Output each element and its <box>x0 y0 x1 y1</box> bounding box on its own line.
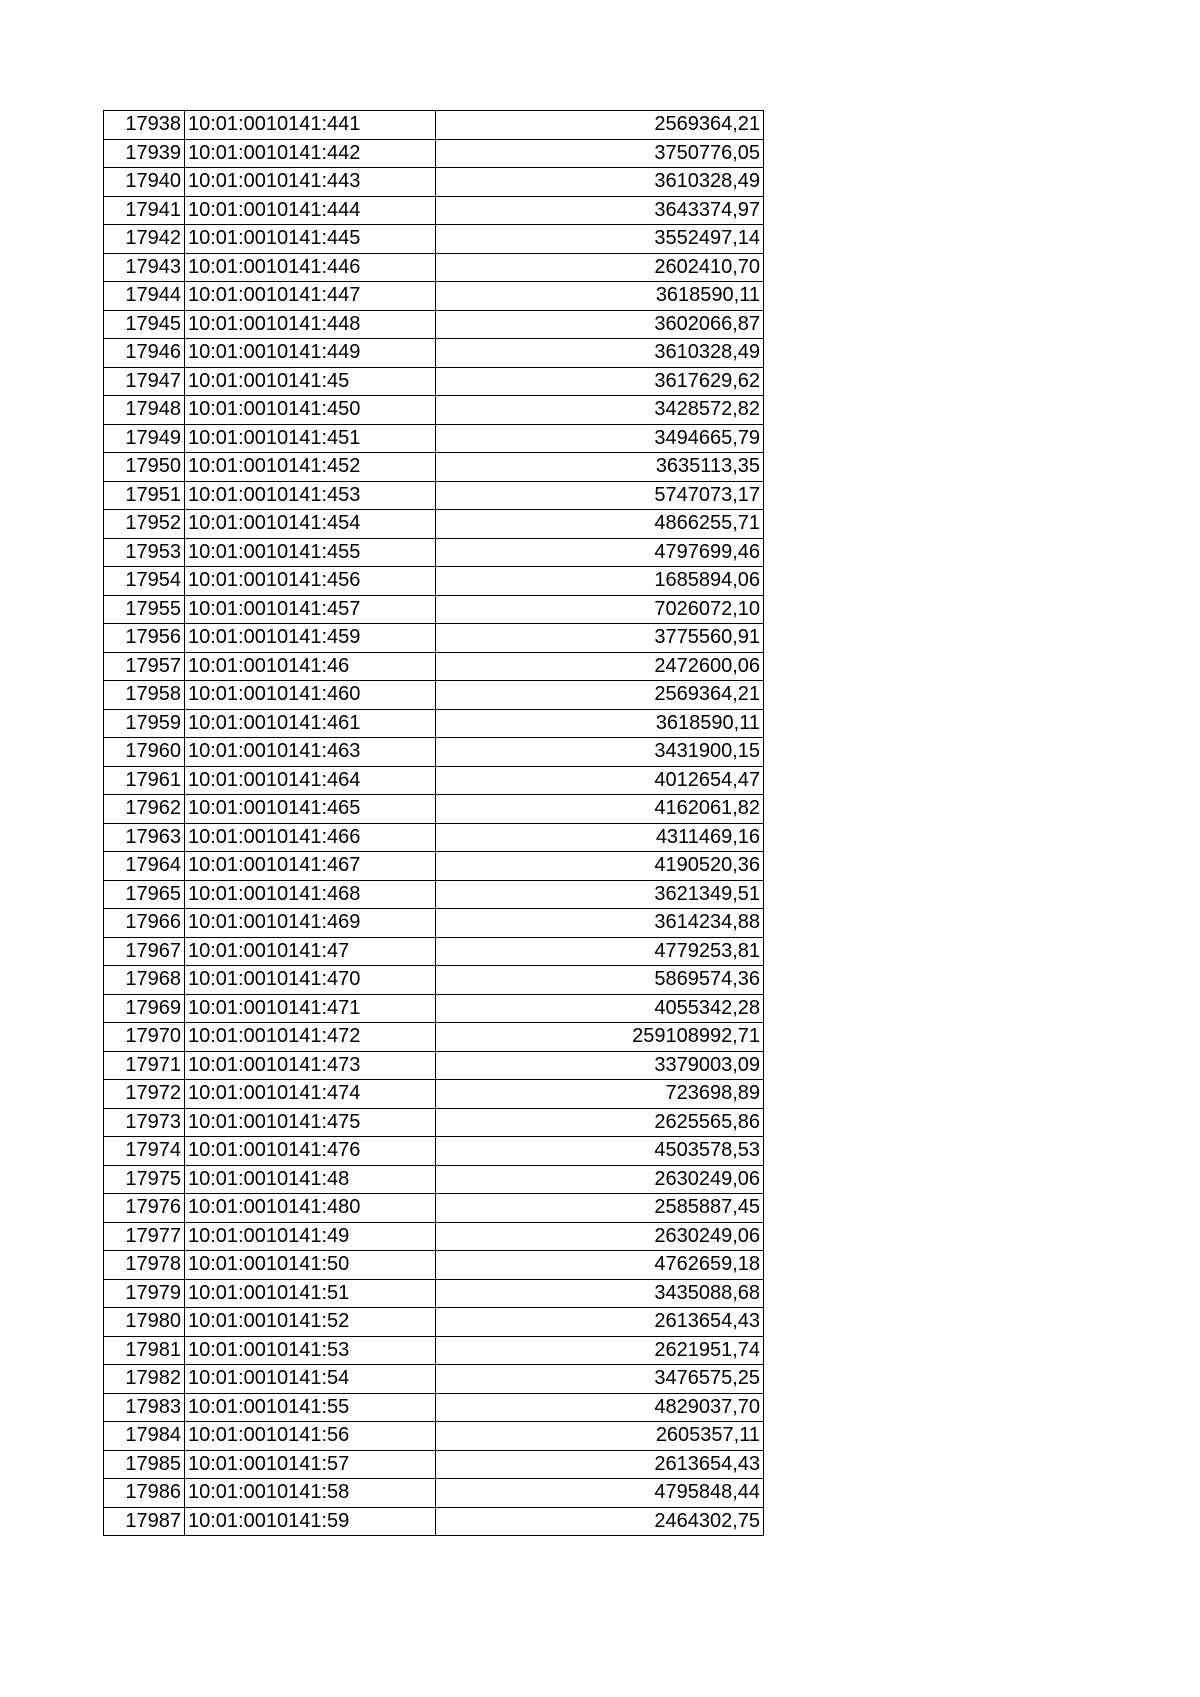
row-number-cell: 17961 <box>104 766 185 795</box>
value-cell: 3618590,11 <box>436 709 764 738</box>
cadastral-number-cell: 10:01:0010141:441 <box>185 111 436 140</box>
cadastral-number-cell: 10:01:0010141:451 <box>185 424 436 453</box>
table-row <box>104 1165 764 1194</box>
table-row <box>104 1137 764 1166</box>
cadastral-number-cell: 10:01:0010141:446 <box>185 253 436 282</box>
table-row <box>104 795 764 824</box>
value-cell: 4829037,70 <box>436 1393 764 1422</box>
value-cell: 2630249,06 <box>436 1165 764 1194</box>
cadastral-number-cell: 10:01:0010141:473 <box>185 1051 436 1080</box>
row-number-cell: 17939 <box>104 139 185 168</box>
table-row <box>104 453 764 482</box>
cadastral-number-cell: 10:01:0010141:474 <box>185 1080 436 1109</box>
cadastral-number-cell: 10:01:0010141:448 <box>185 310 436 339</box>
table-row <box>104 1080 764 1109</box>
row-number-cell: 17987 <box>104 1507 185 1536</box>
row-number-cell: 17982 <box>104 1365 185 1394</box>
value-cell: 4795848,44 <box>436 1479 764 1508</box>
table-row <box>104 1023 764 1052</box>
row-number-cell: 17978 <box>104 1251 185 1280</box>
data-table <box>103 110 764 1536</box>
value-cell: 3610328,49 <box>436 168 764 197</box>
table-row <box>104 310 764 339</box>
table-row <box>104 282 764 311</box>
table-row <box>104 1222 764 1251</box>
row-number-cell: 17962 <box>104 795 185 824</box>
value-cell: 3617629,62 <box>436 367 764 396</box>
table-row <box>104 1194 764 1223</box>
table-row <box>104 567 764 596</box>
value-cell: 3618590,11 <box>436 282 764 311</box>
row-number-cell: 17940 <box>104 168 185 197</box>
cadastral-number-cell: 10:01:0010141:48 <box>185 1165 436 1194</box>
cadastral-number-cell: 10:01:0010141:55 <box>185 1393 436 1422</box>
table-row <box>104 1279 764 1308</box>
value-cell: 4311469,16 <box>436 823 764 852</box>
row-number-cell: 17943 <box>104 253 185 282</box>
cadastral-number-cell: 10:01:0010141:50 <box>185 1251 436 1280</box>
row-number-cell: 17968 <box>104 966 185 995</box>
table-row <box>104 1422 764 1451</box>
table-row <box>104 1393 764 1422</box>
table-row <box>104 339 764 368</box>
value-cell: 723698,89 <box>436 1080 764 1109</box>
row-number-cell: 17980 <box>104 1308 185 1337</box>
table-row <box>104 909 764 938</box>
value-cell: 3428572,82 <box>436 396 764 425</box>
cadastral-number-cell: 10:01:0010141:444 <box>185 196 436 225</box>
cadastral-number-cell: 10:01:0010141:469 <box>185 909 436 938</box>
cadastral-number-cell: 10:01:0010141:453 <box>185 481 436 510</box>
value-cell: 3476575,25 <box>436 1365 764 1394</box>
table-row <box>104 196 764 225</box>
value-cell: 4797699,46 <box>436 538 764 567</box>
cadastral-number-cell: 10:01:0010141:442 <box>185 139 436 168</box>
table-row <box>104 880 764 909</box>
value-cell: 4012654,47 <box>436 766 764 795</box>
table-row <box>104 538 764 567</box>
cadastral-number-cell: 10:01:0010141:468 <box>185 880 436 909</box>
row-number-cell: 17944 <box>104 282 185 311</box>
value-cell: 3775560,91 <box>436 624 764 653</box>
cadastral-number-cell: 10:01:0010141:452 <box>185 453 436 482</box>
value-cell: 5747073,17 <box>436 481 764 510</box>
value-cell: 3614234,88 <box>436 909 764 938</box>
table-row <box>104 823 764 852</box>
cadastral-number-cell: 10:01:0010141:450 <box>185 396 436 425</box>
row-number-cell: 17969 <box>104 994 185 1023</box>
cadastral-number-cell: 10:01:0010141:456 <box>185 567 436 596</box>
value-cell: 4190520,36 <box>436 852 764 881</box>
row-number-cell: 17948 <box>104 396 185 425</box>
row-number-cell: 17975 <box>104 1165 185 1194</box>
row-number-cell: 17950 <box>104 453 185 482</box>
cadastral-number-cell: 10:01:0010141:454 <box>185 510 436 539</box>
value-cell: 4779253,81 <box>436 937 764 966</box>
cadastral-number-cell: 10:01:0010141:49 <box>185 1222 436 1251</box>
cadastral-number-cell: 10:01:0010141:471 <box>185 994 436 1023</box>
value-cell: 5869574,36 <box>436 966 764 995</box>
cadastral-number-cell: 10:01:0010141:464 <box>185 766 436 795</box>
cadastral-number-cell: 10:01:0010141:467 <box>185 852 436 881</box>
row-number-cell: 17965 <box>104 880 185 909</box>
table-row <box>104 424 764 453</box>
value-cell: 2630249,06 <box>436 1222 764 1251</box>
row-number-cell: 17981 <box>104 1336 185 1365</box>
table-row <box>104 168 764 197</box>
row-number-cell: 17985 <box>104 1450 185 1479</box>
cadastral-number-cell: 10:01:0010141:56 <box>185 1422 436 1451</box>
row-number-cell: 17946 <box>104 339 185 368</box>
row-number-cell: 17956 <box>104 624 185 653</box>
table-row <box>104 1450 764 1479</box>
table-row <box>104 709 764 738</box>
cadastral-number-cell: 10:01:0010141:57 <box>185 1450 436 1479</box>
table-row <box>104 139 764 168</box>
row-number-cell: 17974 <box>104 1137 185 1166</box>
row-number-cell: 17947 <box>104 367 185 396</box>
row-number-cell: 17970 <box>104 1023 185 1052</box>
table-row <box>104 766 764 795</box>
value-cell: 3621349,51 <box>436 880 764 909</box>
cadastral-number-cell: 10:01:0010141:59 <box>185 1507 436 1536</box>
table-row <box>104 1507 764 1536</box>
value-cell: 2464302,75 <box>436 1507 764 1536</box>
row-number-cell: 17949 <box>104 424 185 453</box>
value-cell: 3431900,15 <box>436 738 764 767</box>
table-row <box>104 681 764 710</box>
value-cell: 259108992,71 <box>436 1023 764 1052</box>
cadastral-number-cell: 10:01:0010141:463 <box>185 738 436 767</box>
table-row <box>104 966 764 995</box>
row-number-cell: 17959 <box>104 709 185 738</box>
cadastral-number-cell: 10:01:0010141:459 <box>185 624 436 653</box>
row-number-cell: 17984 <box>104 1422 185 1451</box>
row-number-cell: 17945 <box>104 310 185 339</box>
value-cell: 3610328,49 <box>436 339 764 368</box>
table-row <box>104 738 764 767</box>
value-cell: 2569364,21 <box>436 111 764 140</box>
cadastral-number-cell: 10:01:0010141:461 <box>185 709 436 738</box>
value-cell: 4866255,71 <box>436 510 764 539</box>
value-cell: 3635113,35 <box>436 453 764 482</box>
row-number-cell: 17976 <box>104 1194 185 1223</box>
table-row <box>104 1108 764 1137</box>
table-row <box>104 1308 764 1337</box>
row-number-cell: 17941 <box>104 196 185 225</box>
row-number-cell: 17960 <box>104 738 185 767</box>
value-cell: 3494665,79 <box>436 424 764 453</box>
cadastral-number-cell: 10:01:0010141:449 <box>185 339 436 368</box>
row-number-cell: 17942 <box>104 225 185 254</box>
value-cell: 7026072,10 <box>436 595 764 624</box>
value-cell: 3643374,97 <box>436 196 764 225</box>
row-number-cell: 17979 <box>104 1279 185 1308</box>
value-cell: 3552497,14 <box>436 225 764 254</box>
row-number-cell: 17957 <box>104 652 185 681</box>
row-number-cell: 17963 <box>104 823 185 852</box>
cadastral-number-cell: 10:01:0010141:47 <box>185 937 436 966</box>
table-row <box>104 481 764 510</box>
table-row <box>104 367 764 396</box>
cadastral-number-cell: 10:01:0010141:46 <box>185 652 436 681</box>
row-number-cell: 17966 <box>104 909 185 938</box>
value-cell: 2585887,45 <box>436 1194 764 1223</box>
value-cell: 4503578,53 <box>436 1137 764 1166</box>
row-number-cell: 17952 <box>104 510 185 539</box>
value-cell: 2613654,43 <box>436 1450 764 1479</box>
table-row <box>104 652 764 681</box>
value-cell: 2569364,21 <box>436 681 764 710</box>
value-cell: 2621951,74 <box>436 1336 764 1365</box>
cadastral-number-cell: 10:01:0010141:472 <box>185 1023 436 1052</box>
cadastral-number-cell: 10:01:0010141:51 <box>185 1279 436 1308</box>
table-row <box>104 1251 764 1280</box>
table-row <box>104 937 764 966</box>
value-cell: 4055342,28 <box>436 994 764 1023</box>
table-row <box>104 253 764 282</box>
value-cell: 4162061,82 <box>436 795 764 824</box>
value-cell: 3602066,87 <box>436 310 764 339</box>
row-number-cell: 17958 <box>104 681 185 710</box>
row-number-cell: 17971 <box>104 1051 185 1080</box>
row-number-cell: 17983 <box>104 1393 185 1422</box>
cadastral-number-cell: 10:01:0010141:45 <box>185 367 436 396</box>
table-row <box>104 1051 764 1080</box>
table-row <box>104 595 764 624</box>
table-row <box>104 111 764 140</box>
table-row <box>104 1365 764 1394</box>
cadastral-number-cell: 10:01:0010141:476 <box>185 1137 436 1166</box>
table-row <box>104 396 764 425</box>
cadastral-number-cell: 10:01:0010141:460 <box>185 681 436 710</box>
value-cell: 2613654,43 <box>436 1308 764 1337</box>
value-cell: 3750776,05 <box>436 139 764 168</box>
cadastral-number-cell: 10:01:0010141:443 <box>185 168 436 197</box>
cadastral-number-cell: 10:01:0010141:52 <box>185 1308 436 1337</box>
cadastral-number-cell: 10:01:0010141:58 <box>185 1479 436 1508</box>
cadastral-number-cell: 10:01:0010141:54 <box>185 1365 436 1394</box>
row-number-cell: 17938 <box>104 111 185 140</box>
row-number-cell: 17954 <box>104 567 185 596</box>
cadastral-number-cell: 10:01:0010141:53 <box>185 1336 436 1365</box>
row-number-cell: 17977 <box>104 1222 185 1251</box>
cadastral-number-cell: 10:01:0010141:465 <box>185 795 436 824</box>
cadastral-number-cell: 10:01:0010141:470 <box>185 966 436 995</box>
table-row <box>104 624 764 653</box>
value-cell: 2472600,06 <box>436 652 764 681</box>
row-number-cell: 17973 <box>104 1108 185 1137</box>
value-cell: 2625565,86 <box>436 1108 764 1137</box>
table-row <box>104 510 764 539</box>
row-number-cell: 17986 <box>104 1479 185 1508</box>
table-row <box>104 994 764 1023</box>
value-cell: 3379003,09 <box>436 1051 764 1080</box>
value-cell: 4762659,18 <box>436 1251 764 1280</box>
table-body <box>104 111 764 1536</box>
row-number-cell: 17951 <box>104 481 185 510</box>
value-cell: 3435088,68 <box>436 1279 764 1308</box>
value-cell: 2605357,11 <box>436 1422 764 1451</box>
cadastral-number-cell: 10:01:0010141:445 <box>185 225 436 254</box>
row-number-cell: 17955 <box>104 595 185 624</box>
cadastral-number-cell: 10:01:0010141:466 <box>185 823 436 852</box>
table-row <box>104 1336 764 1365</box>
value-cell: 1685894,06 <box>436 567 764 596</box>
cadastral-number-cell: 10:01:0010141:455 <box>185 538 436 567</box>
value-cell: 2602410,70 <box>436 253 764 282</box>
table-row <box>104 1479 764 1508</box>
cadastral-number-cell: 10:01:0010141:447 <box>185 282 436 311</box>
row-number-cell: 17967 <box>104 937 185 966</box>
table-row <box>104 225 764 254</box>
cadastral-number-cell: 10:01:0010141:480 <box>185 1194 436 1223</box>
row-number-cell: 17964 <box>104 852 185 881</box>
cadastral-number-cell: 10:01:0010141:457 <box>185 595 436 624</box>
table-row <box>104 852 764 881</box>
cadastral-number-cell: 10:01:0010141:475 <box>185 1108 436 1137</box>
row-number-cell: 17953 <box>104 538 185 567</box>
row-number-cell: 17972 <box>104 1080 185 1109</box>
